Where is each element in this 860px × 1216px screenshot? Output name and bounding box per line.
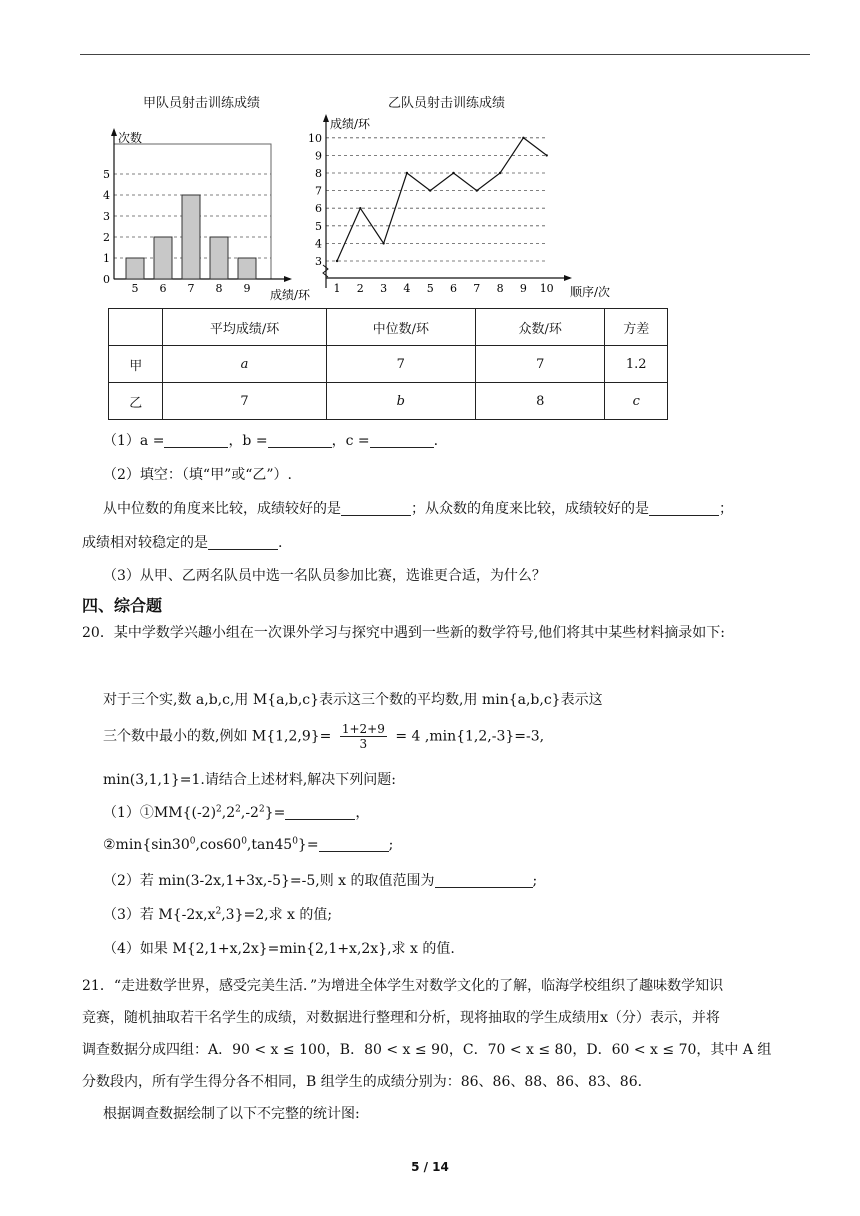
x-axis-arrow xyxy=(564,275,572,281)
x-tick-label: 2 xyxy=(356,282,364,295)
q20-s1-b: ,2 xyxy=(221,805,236,821)
fraction-numerator: 1+2+9 xyxy=(341,722,385,736)
chart1-title: 甲队员射击训练成绩 xyxy=(143,96,261,111)
q20-example-text: 三个数中最小的数,例如 M{1,2,9}= xyxy=(103,728,332,745)
table-cell: 7 xyxy=(475,346,605,383)
answer-blank[interactable] xyxy=(370,432,434,448)
sup: 0 xyxy=(241,836,247,847)
bar xyxy=(182,195,200,279)
table-cell: 7 xyxy=(326,346,475,383)
q20-s3-a: （2）若 min(3-2x,1+3x,-5}=-5,则 x 的取值范围为 xyxy=(103,873,435,889)
q20-sub3 xyxy=(103,904,332,924)
q20-material-line2 xyxy=(103,722,544,751)
data-point xyxy=(499,172,501,174)
q19-sep: ； xyxy=(719,501,733,517)
section-heading: 四、综合题 xyxy=(82,596,163,615)
x-axis-arrow xyxy=(284,276,292,282)
q20-s2-d: }= xyxy=(297,837,319,853)
y-tick-label: 7 xyxy=(315,184,322,198)
q19-p1-a-label: （1）a = xyxy=(103,433,165,449)
bar xyxy=(210,237,228,279)
table-cell: a xyxy=(163,346,326,383)
axis-break xyxy=(323,265,328,277)
x-tick-label: 7 xyxy=(473,282,481,295)
answer-blank[interactable] xyxy=(164,432,228,448)
chart2-title: 乙队员射击训练成绩 xyxy=(388,96,506,111)
y-tick-label: 5 xyxy=(315,219,322,233)
table-header-cell: 平均成绩/环 xyxy=(163,309,326,346)
answer-blank[interactable] xyxy=(341,500,411,516)
data-point xyxy=(452,172,454,174)
x-tick-label: 5 xyxy=(426,282,434,295)
x-tick-label: 6 xyxy=(450,282,457,295)
q20-s1-c: ,-2 xyxy=(240,805,259,821)
table-cell: 乙 xyxy=(109,383,163,420)
stats-table xyxy=(108,308,668,420)
x-axis-label: 顺序/次 xyxy=(570,285,611,299)
q21-line3: 调查数据分成四组：A．90 < x ≤ 100，B．80 < x ≤ 90，C．70 < x ≤ 80，D．60 < x ≤ 70，其中 A 组 xyxy=(82,1042,772,1058)
data-point xyxy=(382,242,384,244)
q20-s2-b: ,cos60 xyxy=(195,837,242,853)
q19-p1-b-label: ，b = xyxy=(228,433,268,449)
q20-s3-b: ; xyxy=(532,873,538,889)
data-point xyxy=(359,207,361,209)
x-tick-label: 9 xyxy=(519,282,527,295)
x-tick-label: 5 xyxy=(131,282,139,295)
q19-mode-text: ；从众数的角度来比较，成绩较好的是 xyxy=(411,501,649,517)
x-tick-label: 4 xyxy=(403,282,411,295)
y-axis-label: 次数 xyxy=(118,131,143,145)
answer-blank[interactable] xyxy=(208,534,278,550)
y-tick-label: 1 xyxy=(103,252,110,265)
y-tick-label: 2 xyxy=(103,231,110,244)
y-axis-arrow xyxy=(111,128,117,136)
bar xyxy=(154,237,172,279)
q19-stable-text: 成绩相对较稳定的是 xyxy=(82,535,208,551)
sup: 2 xyxy=(258,804,265,815)
table-header-row xyxy=(109,309,668,346)
q21-line5: 根据调查数据绘制了以下不完整的统计图: xyxy=(103,1106,360,1122)
q20-s4-a: （3）若 M{-2x,x xyxy=(103,907,216,923)
sup: 2 xyxy=(215,906,222,917)
answer-blank[interactable] xyxy=(268,432,332,448)
answer-blank[interactable] xyxy=(435,872,533,888)
q19-part2: （2）填空：（填“甲”或“乙”）. xyxy=(103,467,292,483)
q20-material-line1: 对于三个实,数 a,b,c,用 M{a,b,c}表示这三个数的平均数,用 min{a,b,c}表示这 xyxy=(103,692,603,708)
q19-p1-end: . xyxy=(433,433,439,449)
y-tick-label: 6 xyxy=(315,202,322,216)
x-tick-label: 8 xyxy=(496,282,504,295)
table-header-cell: 方差 xyxy=(605,309,668,346)
page-number: 5 / 14 xyxy=(411,1160,449,1174)
data-point xyxy=(522,137,524,139)
q20-intro: 20．某中学数学兴趣小组在一次课外学习与探究中遇到一些新的数学符号,他们将其中某些材料摘录如下: xyxy=(82,625,725,641)
y-tick-label: 3 xyxy=(315,255,322,268)
table-cell: 7 xyxy=(163,383,326,420)
series-line xyxy=(337,138,547,261)
x-tick-label: 9 xyxy=(243,282,251,295)
y-axis-label: 成绩/环 xyxy=(330,117,371,131)
y-tick-label: 9 xyxy=(315,149,322,163)
q19-part1 xyxy=(103,430,438,450)
q20-sub1 xyxy=(103,802,369,822)
q19-p1-c-label: ，c = xyxy=(331,433,370,449)
q21-line4: 分数段内，所有学生得分各不相同，B 组学生的成绩分别为：86、86、88、86、83、86． xyxy=(82,1074,652,1090)
x-tick-label: 10 xyxy=(539,282,554,295)
table-cell: b xyxy=(326,383,475,420)
sup: 0 xyxy=(189,836,196,847)
table-row xyxy=(109,383,668,420)
table-header-cell: 中位数/环 xyxy=(326,309,475,346)
table-header-cell: 众数/环 xyxy=(475,309,605,346)
chart2-line-chart xyxy=(296,112,616,304)
x-axis-label: 成绩/环 xyxy=(270,288,311,302)
data-point xyxy=(336,260,338,262)
q20-s4-b: ,3}=2,求 x 的值; xyxy=(221,907,333,923)
y-tick-label: 4 xyxy=(103,189,110,202)
q20-s2-e: ; xyxy=(388,837,394,853)
bar xyxy=(238,258,256,279)
q20-sub2 xyxy=(103,870,537,890)
header-rule xyxy=(80,54,810,55)
x-tick-label: 8 xyxy=(215,282,223,295)
sup: 2 xyxy=(235,804,241,815)
table-row xyxy=(109,346,668,383)
x-tick-label: 3 xyxy=(380,282,388,295)
table-cell: 甲 xyxy=(109,346,163,383)
bar xyxy=(126,258,144,279)
q20-material-line3: min(3,1,1}=1.请结合上述材料,解决下列问题: xyxy=(103,772,397,788)
answer-blank[interactable] xyxy=(649,500,719,516)
q20-s2-c: ,tan45 xyxy=(246,837,293,853)
q21-line1: 21．“走进数学世界，感受完美生活．”为增进全体学生对数学文化的了解，临海学校组织了趣味数学知识 xyxy=(82,978,724,994)
x-tick-label: 6 xyxy=(159,282,167,295)
data-point xyxy=(429,189,431,191)
table-cell: 8 xyxy=(475,383,605,420)
answer-blank[interactable] xyxy=(285,804,355,820)
data-point xyxy=(476,189,478,191)
y-tick-label: 4 xyxy=(315,237,322,251)
y-axis-arrow xyxy=(323,114,329,122)
q19-part3: （3）从甲、乙两名队员中选一名队员参加比赛，选谁更合适，为什么？ xyxy=(103,568,546,584)
x-tick-label: 1 xyxy=(333,282,341,295)
q20-sub1-2 xyxy=(103,836,393,853)
q20-example-result: = 4 ,min{1,2,-3}=-3, xyxy=(395,728,545,745)
table-cell: c xyxy=(605,383,668,420)
data-point xyxy=(406,172,408,174)
y-tick-label: 5 xyxy=(103,168,110,181)
q20-s1-d: }= xyxy=(264,805,286,821)
q20-s2-a: ②min{sin30 xyxy=(103,837,190,853)
y-tick-label: 8 xyxy=(315,167,322,180)
y-tick-label: 10 xyxy=(308,131,322,145)
table-header-cell xyxy=(109,309,163,346)
q20-sub4: （4）如果 M{2,1+x,2x}=min{2,1+x,2x},求 x 的值. xyxy=(103,941,455,957)
y-tick-label: 3 xyxy=(103,210,110,223)
q19-median-text: 从中位数的角度来比较，成绩较好的是 xyxy=(103,501,341,517)
q19-part2-line1 xyxy=(103,498,733,518)
data-point xyxy=(546,154,548,156)
fraction-denominator: 3 xyxy=(359,737,368,751)
x-tick-label: 7 xyxy=(187,282,195,295)
q19-part2-line2 xyxy=(82,532,282,552)
q21-line2: 竞赛，随机抽取若干名学生的成绩，对数据进行整理和分析，现将抽取的学生成绩用x（分）表示，并将 xyxy=(82,1010,720,1026)
answer-blank[interactable] xyxy=(319,836,389,852)
q19-end: . xyxy=(278,535,283,551)
sup: 0 xyxy=(292,836,298,847)
y-tick-label: 0 xyxy=(103,273,110,286)
q20-s1-e: ， xyxy=(355,805,370,821)
table-cell: 1.2 xyxy=(605,346,668,383)
q20-s1-a: （1）①MM{(-2) xyxy=(103,805,217,821)
fraction xyxy=(340,722,387,751)
sup: 2 xyxy=(216,804,222,815)
